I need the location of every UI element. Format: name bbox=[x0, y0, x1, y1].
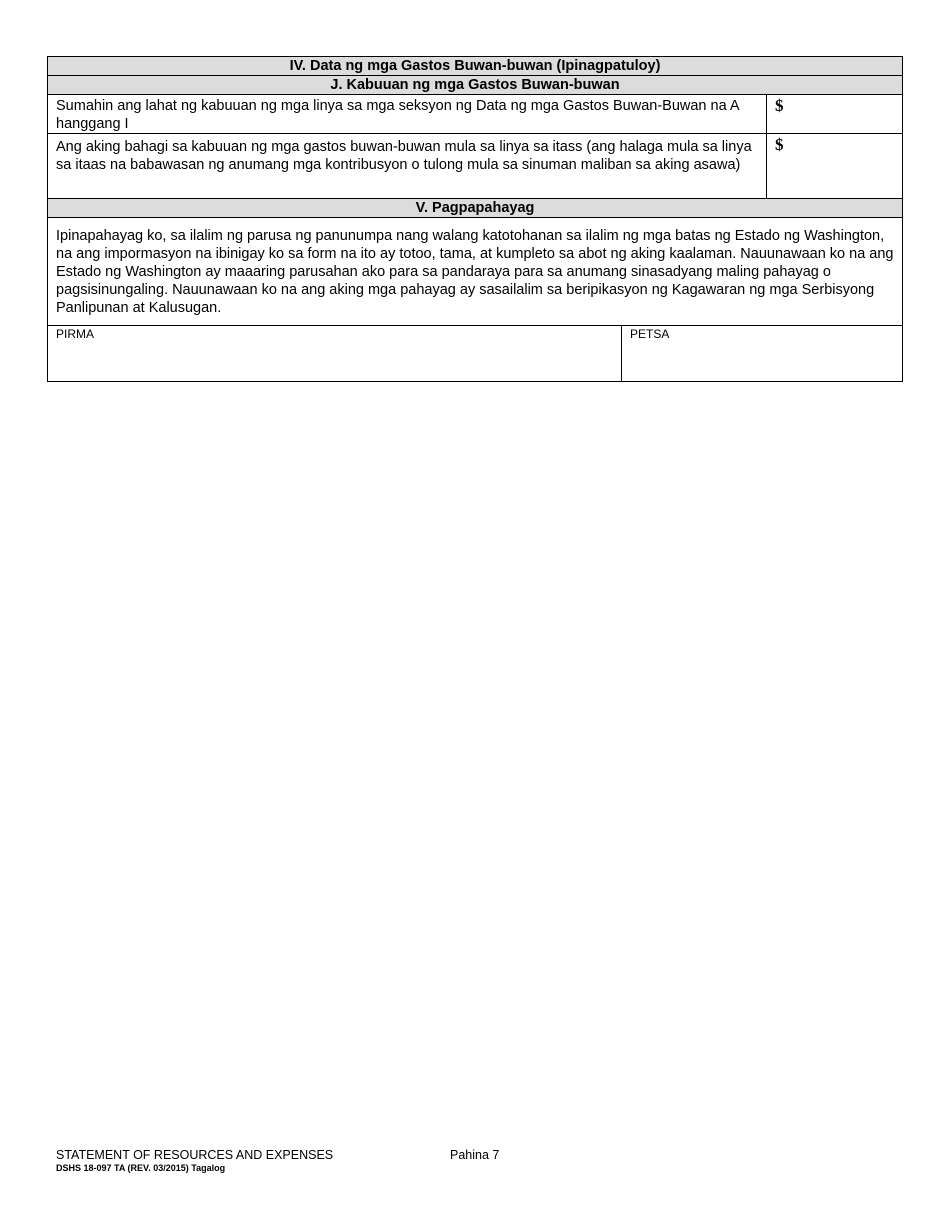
section-v-header: V. Pagpapahayag bbox=[48, 199, 902, 218]
total-expenses-row bbox=[48, 95, 902, 134]
total-expenses-label: Sumahin ang lahat ng kabuuan ng mga linya sa mga seksyon ng Data ng mga Gastos Buwan-Buwan na A hanggang I bbox=[48, 95, 767, 133]
total-expenses-amount-field[interactable] bbox=[767, 95, 902, 133]
signature-field[interactable] bbox=[48, 326, 622, 381]
signature-label: PIRMA bbox=[56, 327, 95, 341]
dollar-sign: $ bbox=[775, 135, 784, 154]
section-iv-header: IV. Data ng mga Gastos Buwan-buwan (Ipinagpatuloy) bbox=[48, 57, 902, 76]
my-share-row bbox=[48, 134, 902, 199]
my-share-label: Ang aking bahagi sa kabuuan ng mga gastos buwan-buwan mula sa linya sa itass (ang halaga mula sa linya sa itaas na babawasan ng anumang mga kontribusyon o tulong mula sa sinuman maliban sa aking asawa) bbox=[48, 134, 767, 198]
page-footer bbox=[56, 1148, 499, 1173]
my-share-amount-field[interactable] bbox=[767, 134, 902, 198]
date-label: PETSA bbox=[630, 327, 670, 341]
expense-form bbox=[47, 56, 903, 382]
signature-row bbox=[48, 326, 902, 381]
section-j-header: J. Kabuuan ng mga Gastos Buwan-buwan bbox=[48, 76, 902, 95]
footer-form-title: STATEMENT OF RESOURCES AND EXPENSES bbox=[56, 1148, 334, 1162]
footer-form-number: DSHS 18-097 TA (REV. 03/2015) Tagalog bbox=[56, 1163, 226, 1173]
footer-page-number: Pahina 7 bbox=[450, 1148, 500, 1162]
declaration-text: Ipinapahayag ko, sa ilalim ng parusa ng panunumpa nang walang katotohanan sa ilalim ng mga batas ng Estado ng Washington, na ang impormasyon na ibinigay ko sa form na ito ay totoo, tama, at kumpleto sa abot ng aking kaalaman. Nauunawaan ko na ang Estado ng Washington ay maaaring parusahan ako para sa pandaraya para sa anumang sinasadyang maling pahayag o pagsisinungaling. Nauunawaan ko na ang aking mga pahayag ay sasailalim sa beripikasyon ng Kagawaran ng mga Serbisyong Panlipunan at Kalusugan. bbox=[48, 218, 902, 326]
date-field[interactable] bbox=[622, 326, 902, 381]
dollar-sign: $ bbox=[775, 96, 784, 115]
